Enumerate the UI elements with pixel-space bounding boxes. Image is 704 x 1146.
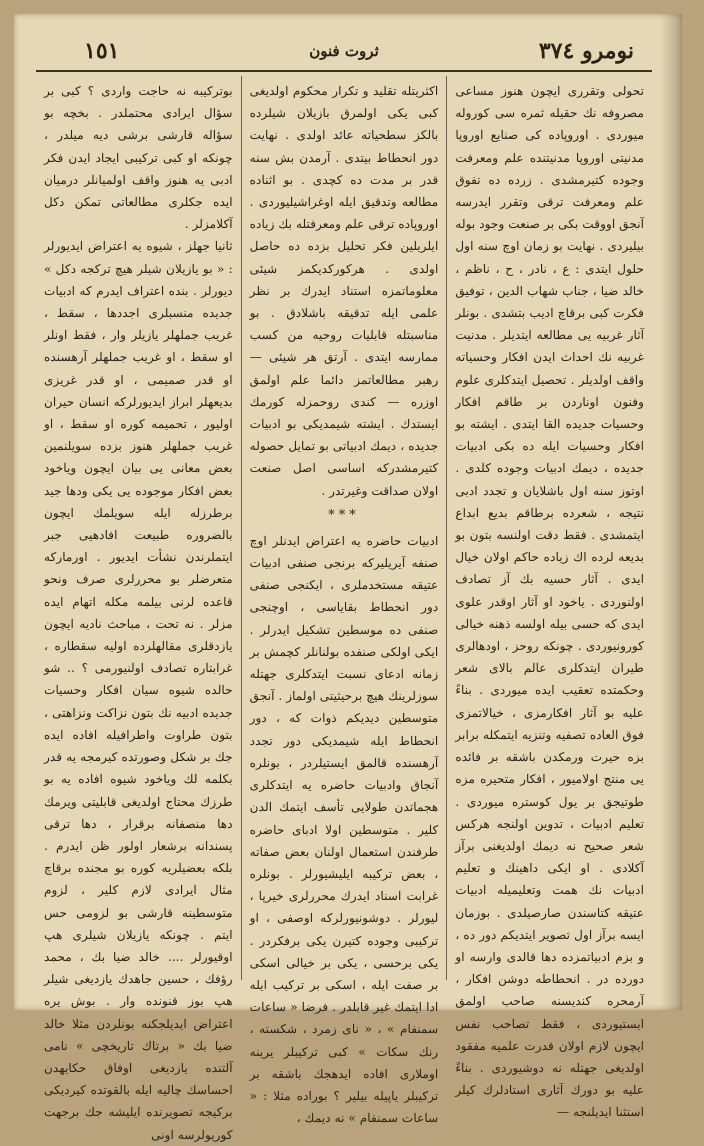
column-left-text-b: ثانیا جهلز ، شیوه یه اعتراض ایدیورلر : « بو یازیلان شیلر هیچ ترکجه دکل » دیورلر . بنده اعتراف ایدرم که ادبیات جدیده منسبلری اجددها ، سقط ، غریب جملهلر یازیلر وار ، فقط اونلر او سقط ، او غریب جملهلر آرهسنده او قدر صمیمی ، او قدر غریزی بدیعهلر ابراز ایدیورلرکه انسان حیران اولیور ، تحمیمه کوره او سقط ، او غریب جملهلر هنوز بزده سویلنمین بعض معانی یی بیان ایچون وياخود بعض افکار موجوده یی یکی ودها جید برطرزله ایله سویلمك ایچون بالضروره طبیعت افادهیی جبر ایتملرندن نشأت ایدیور . اورمارکه متعرضلر بو محررلری صرف ونحو قاعده لرنی بیلمه مکله اتهام ایده مزلر . نه تحت ، مباحث نادیه ایچون یازدقلری مقالهلرده اولیه سقطاره ، غرابتاره تصادف اولنیورمی ؟ .. شو حالده شیوه سیان افکار وحسیات جدیده ادبیه نك بتون نزاکت ونزاهتی ، بتون طراوت واطرافیله افاده ایده جك بر شکل وصورتده کیرمجه یه قدر بکلمه لك وياخود شیوه افاده یه بو طرزك محتاج اولدیغی قابلیتی ویرمك دها منصفانه برقرار ، دها ترقی پسندانه برشعار اولور ظن ایدرم . بلکه بعضیلریه کوره بو مجنده برقاچ مثال ایرادی لازم کلیر ، لزوم متوسطینه قارشی بو لزومی حس ایتم . چونکه یازیلان شیلری هپ اوقیورلر .... خالد ضیا بك ، محمد رؤفك ، حسین جاهدك یازدیغی شیلر هپ بوز قنونده وار . بوش یره اعتراض ایدیلجکنه بونلردن مثلا خالد ضیا بك « برتاك تاریخچی » نامی آلتنده یازدیغی اوفاق حکایهدن احساسك چالیه ایله بالقوتده کیردیکی برکیجه تصویرنده ایلیشه جك برجهت کوریولرسه اونی <box>43 239 233 1142</box>
column-right-text: تحولی وتقرری ایچون هنوز مساعی مصروفه نك حقیله ثمره سی کوروله میوردی . اوروپاده کی صنایع اوروپا مدنیتی اوروپا مدنیتنده علم ومعرفت وجوده کتیرمشدی . زرده ده تفوق علم ومعرفت ترقی وتقرر ایدرسه آنجق اووقت بکی بر صنعت وجود بوله بیلیردی . نهایت بو زمان اوچ سنه اول حلول ایتدی : ع ، نادر ، ح ، ناظم ، خالد ضیا ، جناب شهاب الدین ، توفیق فکرت کبی برقاچ ادیب بتشدی . بونلر آثار غربیه یی مطالعه ایتدیلر . مدنیت غربیه نك احداث ایدن افکار وحسیاته واقف اولدیلر . تحصیل ایتدکلری علوم وفنون اوناردن بر طاقم افکار وحسیات جدیده القا ایتدی . ایشته بو افکار وحسیات ایله ده بکی ادبیات جدیده ، دیمك ادبیات وجوده کلدی . اوتوز سنه اول باشلایان و تجدد ادبی نتیجه ، شعرده برطاقم بدیع ابداع ایتمشدی . فقط دقت اولنسه بتون بو بدیعه لرده اك زیاده حاکم اولان خیال ایدی . آثار حسیه بك آز تصادف اولنوردی . یاخود او آثار اوقدر علوی ایدی که حسی بیله اولسه ذهنه خیالی کورونیوردی . چونکه روحز ، اودهالری طیران ایتدکلری عالم بالای شعر وحکمتده تعقیب ایده میوردی . بناءً علیه بو آثار افکارمزی ، خیالاتمزی فوق العاده تصفیه وتنزیه ایتمکله برابر بزه حیرت ورمکدن باشقه بر فائده یی منتج اولامیور ، افکار متحیره مزه طوتیجق بر یول کوستره میوردی . تعلیم ادبیات ، تدوین اولنجه هرکس شعر صحیح نه دیمك اولدیغنی برآز آکلادی . او ایکی داهینك و تعلیم ادبیات نك همت وتعلیمیله ادبیات عتیقه کتاسندن صارصیلدی . بوزمان ایسه برآز اول تصویر ایتدیکم دور ده ، و بزم ادبیاتمزده دها قالدی وارسه او دورده در . انحطاطه دوشن افکار ، آرمحره کندیسنه صاحب اولمق ایستیوردی ، فقط تصاحب نفس ایچون لازم اولان قدرت علمیه مفقود اولدیغی جهتله نه دوشیوردی . بناءً علیه بو دورك آثاری استادلرك کیلر استثنا ایدیلنجه — <box>455 84 644 1120</box>
journal-title: ثروت فنون <box>309 42 379 60</box>
journal-page <box>14 14 682 1142</box>
binding-shadow <box>660 14 682 1010</box>
column-left <box>36 76 242 1142</box>
page-header <box>36 34 652 72</box>
column-middle-text-b: ادبیات حاضره یه اعتراض ایدنلر اوچ صنفه آیریلیرکه برنجی صنفی ادبیات عتیقه مستخدملری ، ایکنجی صنفی دور انحطاط بقایاسی ، اوچنجی صنفی ده موسطین تشکیل ایدرلر . ایکی اولکی صنفده بولنانلر کچمش بر زمانه ادعای نسبت ایتدکلری جهتله سوزلرینك هیچ برحیثیتی اولماز . آنجق متوسطین دیدیکم ذوات که ، دور انحطاط ایله شیمدیکی دور تجدد آرهسنده قالمق ایستیلردر ، بونلره آنجاق وادبیات حاضره یه ایتدکلری هجماتدن طولایی تأسف ایتمك الدن کلیر . متوسطین اولا ادبای حاضره طرفندن استعمال اولنان بعض صفاته ، بعض ترکیبه ایلیشیورلر . بونلره غرابت اسناد ایدرك محررلری خیرپا ، لیورلر . دوشونیورلرکه اوصفی ، او ترکیبی وجوده کتیرن یکی برفکردر . یکی برحسی ، یکی بر خیالی اسکی بر صفت ایله ، اسکی بر ترکیب ایله ادا ایتمك غیر قابلدر . فرضا « ساعات سمنفام » ، « نای زمرد ، شکسته ، رنك سکات » کبی ترکیبلر یرینه اوملاری افاده ایدهجك باشقه بر ترکیبلر یاپیله بیلیر ؟ بوراده مثلا : « ساعات سمنفام » نه دیمك ، <box>249 533 439 1126</box>
page-number: ١٥١ <box>84 38 120 64</box>
text-columns <box>36 76 652 1142</box>
column-middle-text-a: اکثریتله تقلید و تکرار محکوم اولدیغی کبی یکی اولمرق بازیلان شیلرده بالکز سطحیاته عائد اولدی . نهایت دور انحطاط بیتدی . آرمدن بش سنه قدر بر مدت ده کچدی . بو اثناده مطالعه وتدقیق ایله اوغراشیلیوردی . اوروپاده ترقی علم ومعرفتله بك زیاده ایلریلین فکر تحلیل بزده ده حاصل اولدی . هرکورکدیکمز شیئی معلوماتمزه استناد ایدرك بر نظر علمی ایله تدقیقه باشلادق . بو مناسبتله قابلیات روحیه من کسب ممارسه ایتدی . آرتق هر شیئی — رهبر مطالعاتمز دائما علم اولمق اوزره — کندی روحمزله کورمك ایستدك . ایشته شیمدیکی بو ادبیات جدیده ، دیمك ادبیاتی بو تمایل حصوله کتیرمشدرکه اساسی اصل صنعت اولان صداقت وغیرتدر . <box>249 84 439 498</box>
issue-number: نومرو ۳۷٤ <box>538 38 634 64</box>
column-left-text-a: بوترکیبه نه حاجت واردی ؟ کبی بر سؤال ایرادی محتملدر . بخچه بو سؤاله قارشی برشی دیه میلدر ، چونکه او کبی ترکیبی ایجاد ایدن فکر ادبی یه هنوز واقف اولمیانلر درمیان ایده جکلری مطالعاتی تمکن دکل آکلامزلر . <box>43 84 233 232</box>
column-middle <box>242 76 448 1126</box>
section-separator: *** <box>328 507 360 523</box>
column-right <box>447 76 652 1120</box>
